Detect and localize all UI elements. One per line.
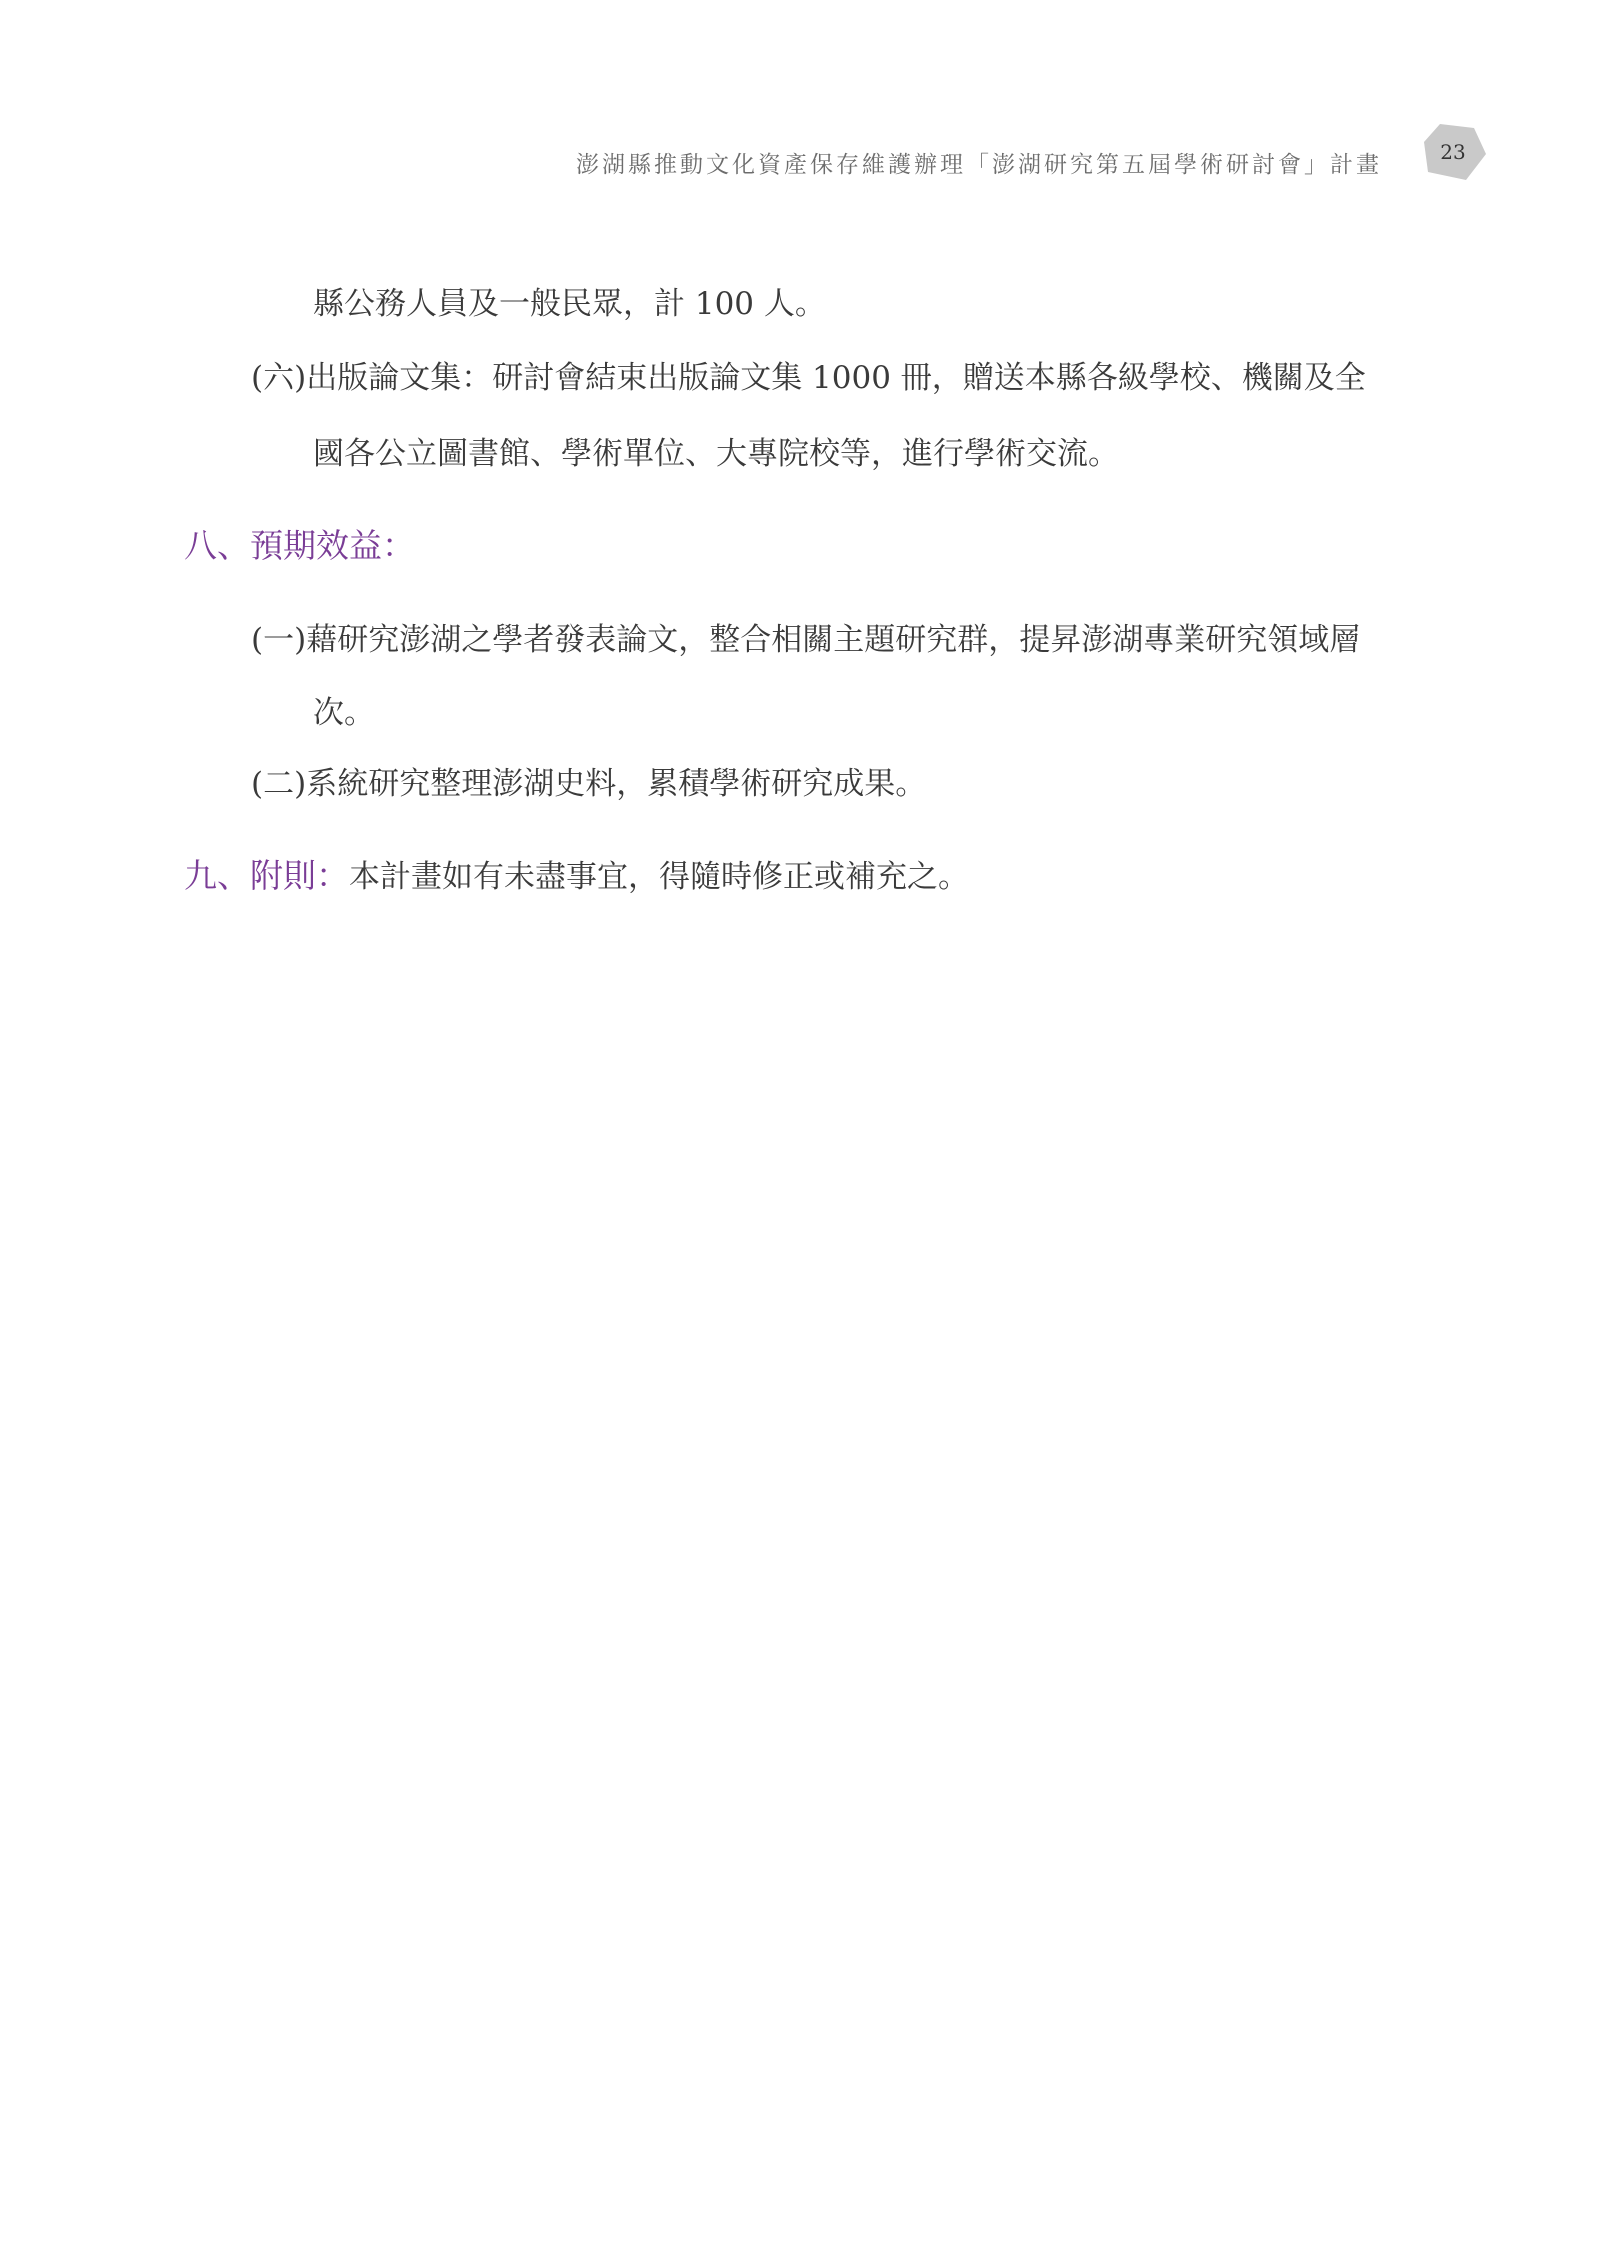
section-text: 本計畫如有未盡事宜，得隨時修正或補充之。 [349,859,969,895]
running-title: 澎湖縣推動文化資產保存維護辦理「澎湖研究第五屆學術研討會」計畫 [576,152,1382,178]
list-item-label: (二) [251,766,307,802]
list-item-label: (六) [251,360,307,396]
list-item-1-continuation: 次。 [313,695,375,731]
list-item-label: (一) [251,622,307,658]
list-item-6 [251,352,1366,397]
section-number: 八、 [184,526,250,565]
page-header [0,0,1600,200]
section-number: 九、 [184,856,250,895]
section-heading-9 [184,850,969,897]
list-item-text: 藉研究澎湖之學者發表論文，整合相關主題研究群，提昇澎湖專業研究領域層 [306,622,1361,658]
list-item-2 [251,758,926,803]
page-number: 23 [1440,140,1466,164]
section-title: 預期效益： [250,526,415,565]
page-number-badge [1422,122,1488,184]
list-item-text: 出版論文集：研討會結束出版論文集 1000 冊，贈送本縣各級學校、機關及全 [306,360,1366,396]
list-item-6-continuation: 國各公立圖書館、學術單位、大專院校等，進行學術交流。 [313,436,1119,472]
section-heading-8 [184,520,415,567]
continued-line: 縣公務人員及一般民眾，計 100 人。 [313,286,826,322]
list-item-1 [251,614,1360,659]
section-title: 附則： [250,856,349,895]
list-item-text: 系統研究整理澎湖史料，累積學術研究成果。 [306,766,927,802]
